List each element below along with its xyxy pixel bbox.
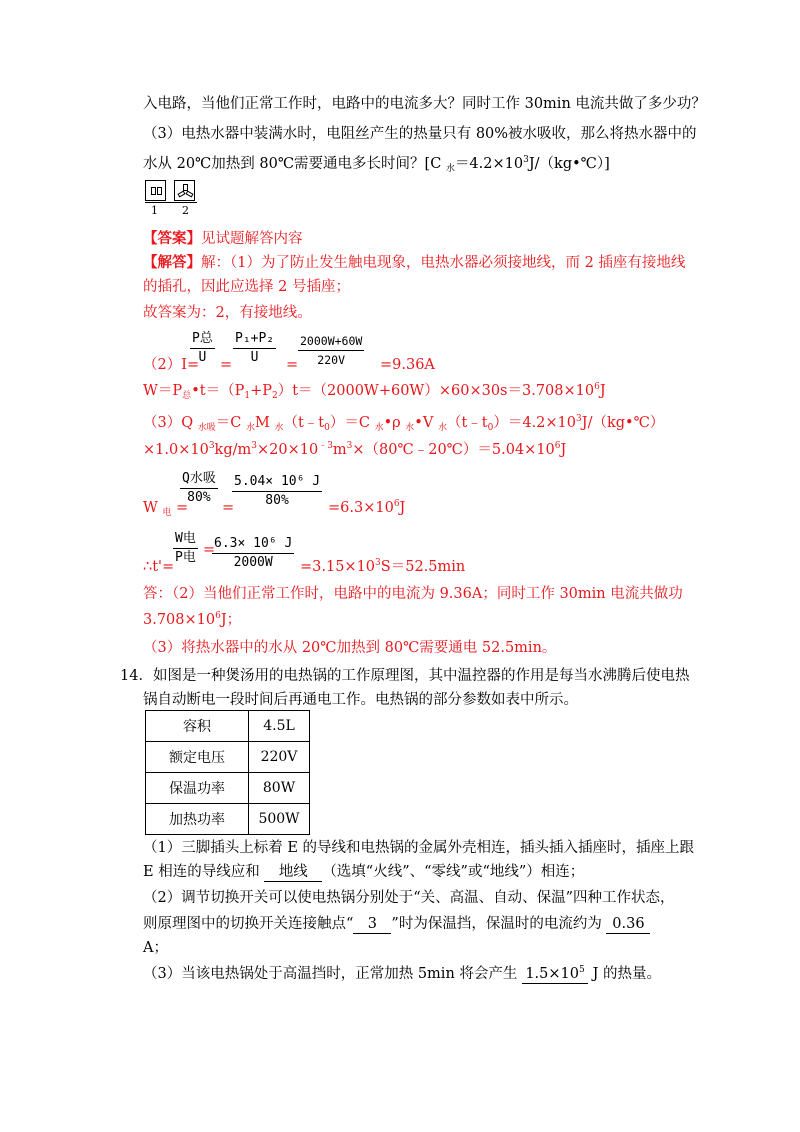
- q14-part1-line-1: （1）三脚插头上标着 E 的导线和电热锅的金属外壳相连，插头插入插座时，插座上跟: [143, 840, 695, 856]
- fraction-work-over-power: W电 P电: [175, 531, 196, 565]
- current-result: =9.36A: [380, 357, 435, 373]
- q14-part1-line-2: E 相连的导线应和 地线 （选填“火线”、“零线”或“地线”）相连；: [143, 864, 585, 880]
- solution-line-2: 的插孔，因此应选择 2 号插座；: [143, 279, 350, 295]
- time-result: $=3.15\times 10^3S=52.5\min$: [300, 558, 466, 575]
- fraction-p-total-over-u: P总 U: [192, 331, 213, 365]
- table-row: [146, 711, 310, 742]
- socket-figure: [145, 180, 205, 220]
- table-cell: 额定电压: [146, 742, 249, 773]
- fraction-power-over-voltage: $\frac{2000W+60W}{220V}$: [300, 334, 363, 367]
- q14-line-2: 锅自动断电一段时间后再通电工作。电热锅的部分参数如表中所示。: [143, 692, 578, 708]
- table-row: [146, 773, 310, 804]
- equals-sign: =: [176, 500, 189, 516]
- table-cell: 220V: [249, 742, 310, 773]
- socket-label-1: 1: [151, 204, 158, 217]
- answer-line: 【答案】见试题解答内容: [143, 230, 303, 247]
- q13-line-3: 水从 20℃加热到 80℃需要通电多长时间？[C $_水=4.2\times 10^3J/(kg•℃)$]: [143, 155, 610, 174]
- equals-sign: =: [286, 357, 299, 373]
- work-formula-line: $W=P_总•t=(P_1+P_2)t=(2000W+60W)\times 60\times 30s=3.708\times 10^6J$: [143, 382, 606, 401]
- three-pin-socket-icon: [174, 180, 195, 201]
- q14-part2-line-2: 则原理图中的切换开关连接触点“ 3 ”时为保温挡，保温时的电流约为 0.36: [143, 914, 650, 934]
- solution-line-3: 故答案为：2，有接地线。: [143, 305, 312, 321]
- q13-line-2: （3）电热水器中装满水时，电阻丝产生的热量只有 80%被水吸收，那么将热水器中的: [143, 126, 697, 142]
- table-cell: 保温功率: [146, 773, 249, 804]
- answer-blank: 3: [353, 916, 391, 934]
- current-formula-prefix: （2）I=: [143, 357, 200, 373]
- table-cell: 加热功率: [146, 804, 249, 835]
- equals-sign: =: [222, 500, 235, 516]
- table-row: [146, 804, 310, 835]
- q14-part3-line: （3）当该电热锅处于高温挡时，正常加热 5min 将会产生 $1.5\times 10^5$ J 的热量。: [143, 965, 662, 982]
- table-row: [146, 742, 310, 773]
- q14-part2-line-3: A；: [143, 940, 168, 956]
- q13-line-1: 入电路，当他们正常工作时，电路中的电流多大？同时工作 30min 电流共做了多少功？: [143, 96, 706, 112]
- fraction-work-over-rated-power: $\frac{\text{6.3× 10⁶ J}}{2000W}$: [214, 536, 293, 570]
- table-cell: 80W: [249, 773, 310, 804]
- fraction-heat-over-efficiency: $\frac{\text{5.04× 10⁶ J}}{80\%}$: [234, 474, 321, 508]
- fraction-q-absorbed-over-efficiency: Q水吸 80%: [182, 471, 216, 505]
- answer-blank: 地线: [264, 864, 322, 882]
- answer-blank: 0.36: [606, 916, 650, 934]
- electric-work-prefix: W $_电$: [143, 500, 172, 518]
- solution-line-1: 【解答】解：（1）为了防止发生触电现象，电热水器必须接地线，而 2 插座有接地线: [143, 254, 686, 271]
- answer-blank: $1.5\times 10^5$: [522, 966, 588, 984]
- heat-formula-line-1: （3）Q $_{水吸}$＝C $_水$M $_水(t﹣t_0)=C$ $_水$•ρ $_水$•V $_水(t﹣t_0)=4.2\times 10^3J/(kg•℃)$: [143, 414, 665, 433]
- heat-formula-line-2: $\times 1.0\times 10^3kg/m^3\times 20\times 10^{﹣3}m^3\times(80℃﹣20℃)=5.04\times 10^6J$: [143, 441, 567, 458]
- electric-work-result: $=6.3\times 10^6J$: [328, 499, 406, 516]
- two-pin-socket-icon: [145, 180, 166, 201]
- time-formula-prefix: ∴t'=: [143, 559, 175, 575]
- final-answer-line-3: （3）将热水器中的水从 20℃加热到 80℃需要通电 52.5min。: [143, 640, 557, 656]
- equals-sign: =: [220, 357, 233, 373]
- q14-line-1: 14．如图是一种煲汤用的电热锅的工作原理图，其中温控器的作用是每当水沸腾后使电热: [120, 668, 690, 684]
- q14-part2-line-1: （2）调节切换开关可以使电热锅分别处于“关、高温、自动、保温”四种工作状态，: [143, 890, 675, 906]
- socket-label-2: 2: [182, 204, 189, 217]
- table-cell: 500W: [249, 804, 310, 835]
- parameter-table: [145, 710, 310, 835]
- final-answer-line-1: 答：（2）当他们正常工作时，电路中的电流为 9.36A；同时工作 30min 电流共做功: [143, 586, 683, 602]
- equals-sign: =: [203, 542, 216, 558]
- final-answer-line-2: $3.708\times 10^6J$；: [143, 611, 242, 628]
- table-cell: 容积: [146, 711, 249, 742]
- table-cell: 4.5L: [249, 711, 310, 742]
- fraction-p1-p2-over-u: $\frac{\text{P₁+P₂}}{U}$: [235, 331, 275, 365]
